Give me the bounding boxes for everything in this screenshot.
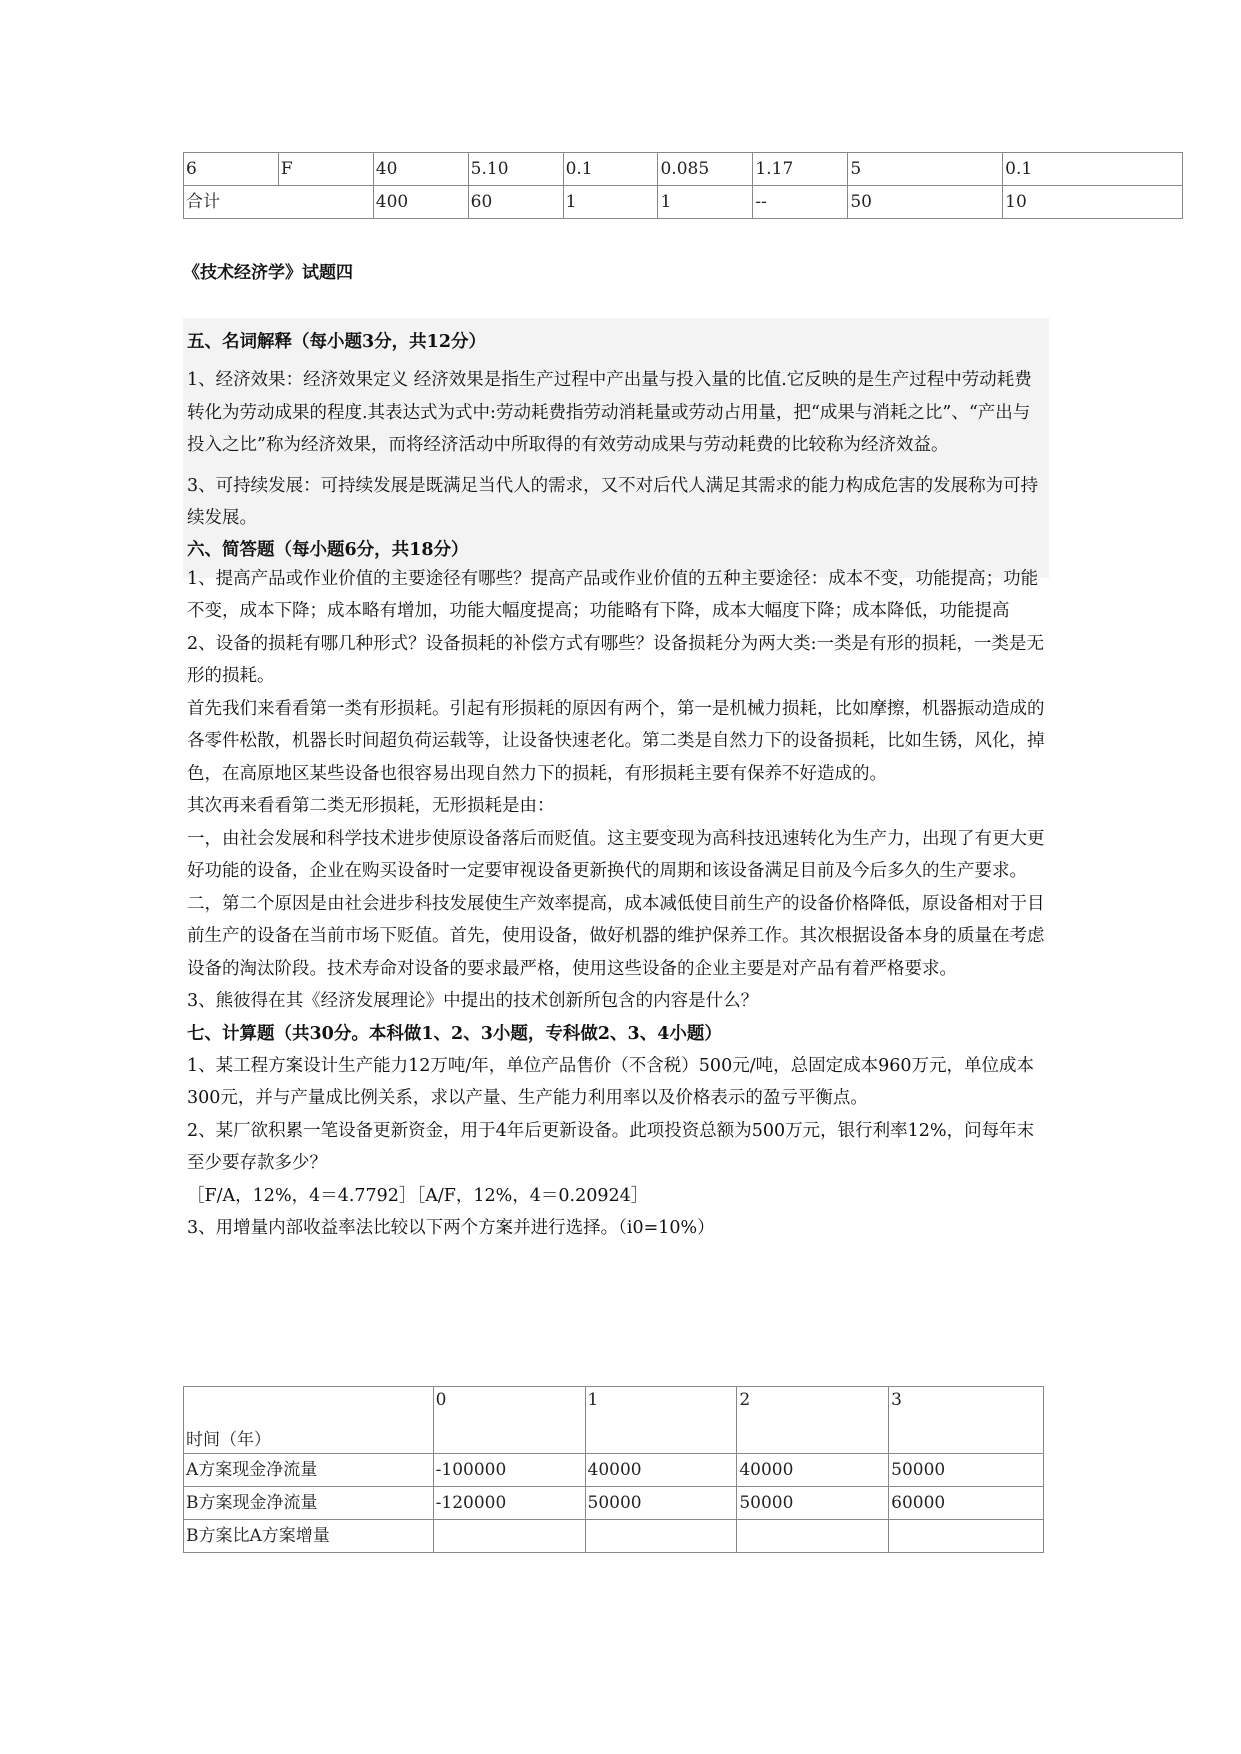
table-cell: B方案比A方案增量 [184, 1520, 434, 1553]
section-heading-calculation: 七、计算题（共30分。本科做1、2、3小题，专科做2、3、4小题） [187, 1023, 722, 1044]
paragraph: 其次再来看看第二类无形损耗，无形损耗是由： [187, 796, 555, 816]
table-header-cell: 时间（年） [184, 1387, 434, 1454]
table-cell: 10 [1003, 186, 1183, 219]
table-cell: 0.1 [1003, 153, 1183, 186]
table-row [184, 1520, 1044, 1553]
table-cell: 1 [563, 186, 658, 219]
table-header-cell: 0 [433, 1387, 585, 1454]
document-body [187, 318, 1047, 1245]
table-cell: 合计 [184, 186, 374, 219]
paragraph: 1、提高产品或作业价值的主要途径有哪些？提高产品或作业价值的五种主要途径：成本不变，功能提高；功能不变，成本下降；成本略有增加，功能大幅度提高；功能略有下降，成本大幅度下降；成本降低，功能提高 [187, 568, 1039, 621]
table-cell: -100000 [433, 1454, 585, 1487]
table-row [184, 153, 1183, 186]
table-cell: 1 [658, 186, 753, 219]
document-title: 《技术经济学》试题四 [183, 263, 353, 283]
definition-sustainable-development: 3、可持续发展：可持续发展是既满足当代人的需求，又不对后代人满足其需求的能力构成危害的发展称为可持续发展。 [187, 475, 1039, 528]
table-cell [433, 1520, 585, 1553]
table-header-cell: 2 [737, 1387, 889, 1454]
table-header-row [184, 1387, 1044, 1454]
table-cell: 50000 [737, 1487, 889, 1520]
paragraph: 2、设备的损耗有哪几种形式？设备损耗的补偿方式有哪些？设备损耗分为两大类:一类是有形的损耗，一类是无形的损耗。 [187, 633, 1045, 686]
table-cell: 60 [468, 186, 563, 219]
table-cell [889, 1520, 1044, 1553]
paragraph: 3、熊彼得在其《经济发展理论》中提出的技术创新所包含的内容是什么？ [187, 991, 759, 1011]
paragraph: 2、某厂欲积累一笔设备更新资金，用于4年后更新设备。此项投资总额为500万元，银行利率12%，问每年末至少要存款多少？ [187, 1120, 1035, 1173]
table-cell: 50000 [585, 1487, 737, 1520]
formula-line: ［F/A，12%，4＝4.7792］［A/F，12%，4＝0.20924］ [187, 1185, 649, 1206]
table-cell: 1.17 [753, 153, 848, 186]
section-heading-short-answer: 六、简答题（每小题6分，共18分） [187, 539, 469, 560]
table-cell [737, 1520, 889, 1553]
table-cell [585, 1520, 737, 1553]
table-cell: 40000 [585, 1454, 737, 1487]
table-cell: 5 [848, 153, 1003, 186]
section-heading-definitions: 五、名词解释（每小题3分，共12分） [187, 332, 487, 352]
table-cell: 40 [373, 153, 468, 186]
table-cell: 5.10 [468, 153, 563, 186]
table-cell: 50 [848, 186, 1003, 219]
table-header-cell: 3 [889, 1387, 1044, 1454]
table-row [184, 186, 1183, 219]
table-cell: 400 [373, 186, 468, 219]
table-cell: A方案现金净流量 [184, 1454, 434, 1487]
paragraph: 首先我们来看看第一类有形损耗。引起有形损耗的原因有两个，第一是机械力损耗，比如摩擦，机器振动造成的各零件松散，机器长时间超负荷运载等，让设备快速老化。第二类是自然力下的设备损耗，比如生锈，风化，掉色，在高原地区某些设备也很容易出现自然力下的损耗，有形损耗主要有保养不好造成的。 [187, 698, 1045, 784]
paragraph: 1、某工程方案设计生产能力12万吨/年，单位产品售价（不含税）500元/吨，总固定成本960万元，单位成本300元，并与产量成比例关系，求以产量、生产能力利用率以及价格表示的盈亏平衡点。 [187, 1055, 1034, 1108]
table-cell: 40000 [737, 1454, 889, 1487]
table-cell: 0.085 [658, 153, 753, 186]
table-cell: 50000 [889, 1454, 1044, 1487]
table-row [184, 1454, 1044, 1487]
table-cell: F [278, 153, 373, 186]
table-cell: -- [753, 186, 848, 219]
table-cell: 6 [184, 153, 279, 186]
table-header-cell: 1 [585, 1387, 737, 1454]
definition-economic-effect: 1、经济效果：经济效果定义 经济效果是指生产过程中产出量与投入量的比值.它反映的是生产过程中劳动耗费转化为劳动成果的程度.其表达式为式中:劳动耗费指劳动消耗量或劳动占用量，把“成果与消耗之比”、“产出与投入之比”称为经济效果，而将经济活动中所取得的有效劳动成果与劳动耗费的比较称为经济效益。 [187, 370, 1032, 455]
paragraph: 二，第二个原因是由社会进步科技发展使生产效率提高，成本减低使目前生产的设备价格降低，原设备相对于目前生产的设备在当前市场下贬值。首先，使用设备，做好机器的维护保养工作。其次根据设备本身的质量在考虑设备的淘汰阶段。技术寿命对设备的要求最严格，使用这些设备的企业主要是对产品有着严格要求。 [187, 893, 1045, 979]
paragraph: 3、用增量内部收益率法比较以下两个方案并进行选择。（i0=10%） [187, 1218, 715, 1238]
table-cell: 60000 [889, 1487, 1044, 1520]
top-table [183, 152, 1183, 219]
cash-flow-table [183, 1386, 1044, 1553]
paragraph: 一，由社会发展和科学技术进步使原设备落后而贬值。这主要变现为高科技迅速转化为生产力，出现了有更大更好功能的设备，企业在购买设备时一定要审视设备更新换代的周期和该设备满足目前及今后多久的生产要求。 [187, 828, 1045, 881]
table-cell: 0.1 [563, 153, 658, 186]
table-cell: B方案现金净流量 [184, 1487, 434, 1520]
table-row [184, 1487, 1044, 1520]
table-cell: -120000 [433, 1487, 585, 1520]
